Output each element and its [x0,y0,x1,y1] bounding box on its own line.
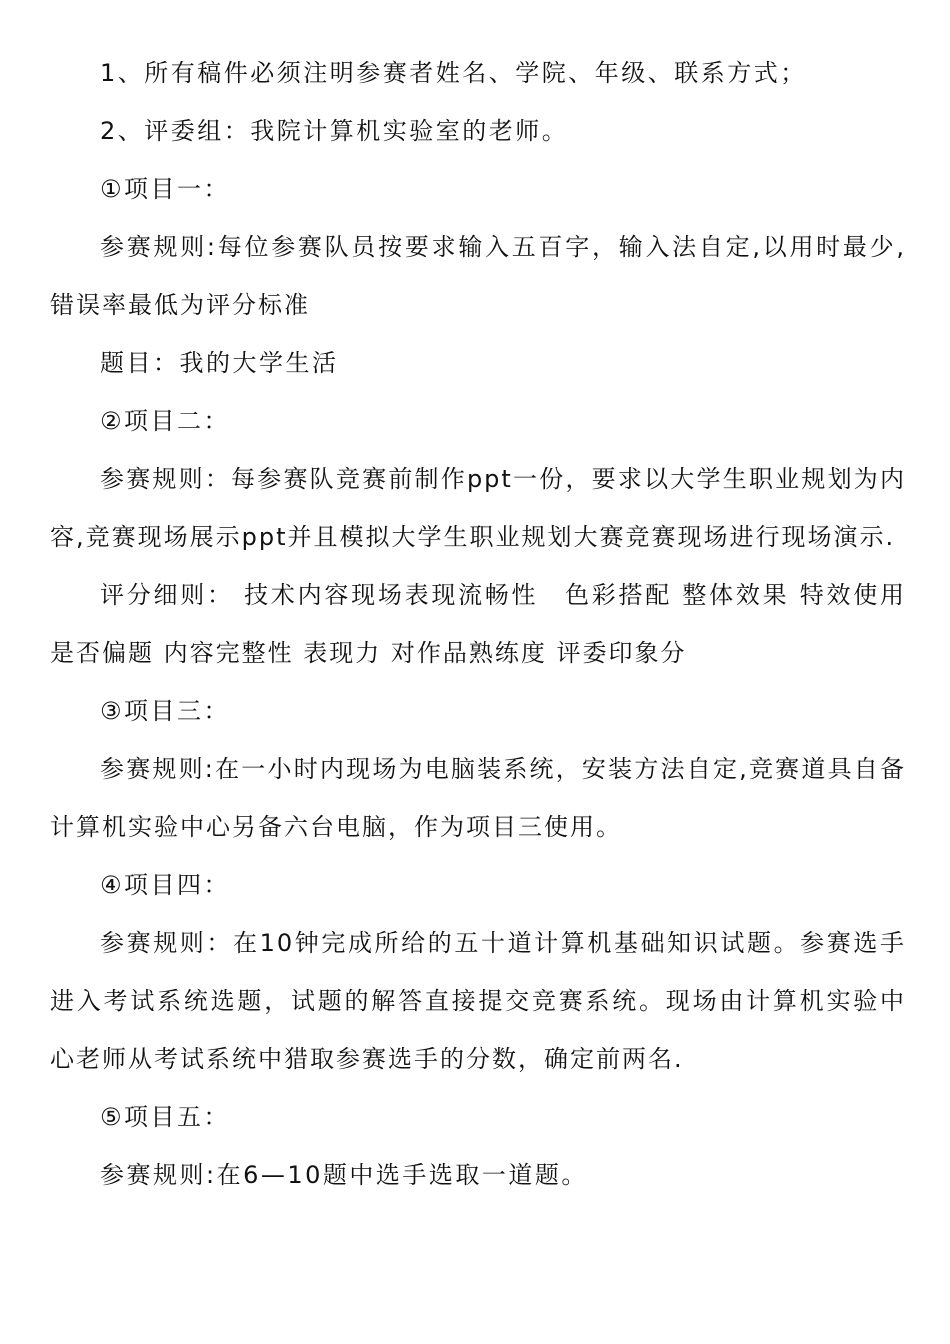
project-one-heading: ①项目一： [100,175,231,203]
project-four-heading: ④项目四： [100,871,231,899]
project-two-heading: ②项目二： [100,407,231,435]
project-three-rules: 参赛规则:在一小时内现场为电脑装系统，安装方法自定,竞赛道具自备计算机实验中心另备六台电脑，作为项目三使用。 [50,755,906,841]
rule-submission-info: 1、所有稿件必须注明参赛者姓名、学院、年级、联系方式； [100,59,807,87]
project-two-scoring: 评分细则： 技术内容现场表现流畅性 色彩搭配 整体效果 特效使用 是否偏题 内容完整性 表现力 对作品熟练度 评委印象分 [50,581,906,667]
project-four-rules: 参赛规则：在10钟完成所给的五十道计算机基础知识试题。参赛选手进入考试系统选题，试题的解答直接提交竞赛系统。现场由计算机实验中心老师从考试系统中猎取参赛选手的分数，确定前两名. [50,929,906,1073]
project-one-topic: 题目：我的大学生活 [100,349,339,377]
project-two-rules: 参赛规则：每参赛队竞赛前制作ppt一份，要求以大学生职业规划为内容,竞赛现场展示ppt并且模拟大学生职业规划大赛竞赛现场进行现场演示. [50,465,906,551]
document-page [50,44,906,1204]
rule-judges: 2、评委组：我院计算机实验室的老师。 [100,117,569,145]
project-five-rules: 参赛规则:在6—10题中选手选取一道题。 [100,1161,588,1189]
project-five-heading: ⑤项目五： [100,1103,231,1131]
project-three-heading: ③项目三： [100,697,231,725]
project-one-rules: 参赛规则:每位参赛队员按要求输入五百字，输入法自定,以用时最少,错误率最低为评分标准 [50,233,906,319]
